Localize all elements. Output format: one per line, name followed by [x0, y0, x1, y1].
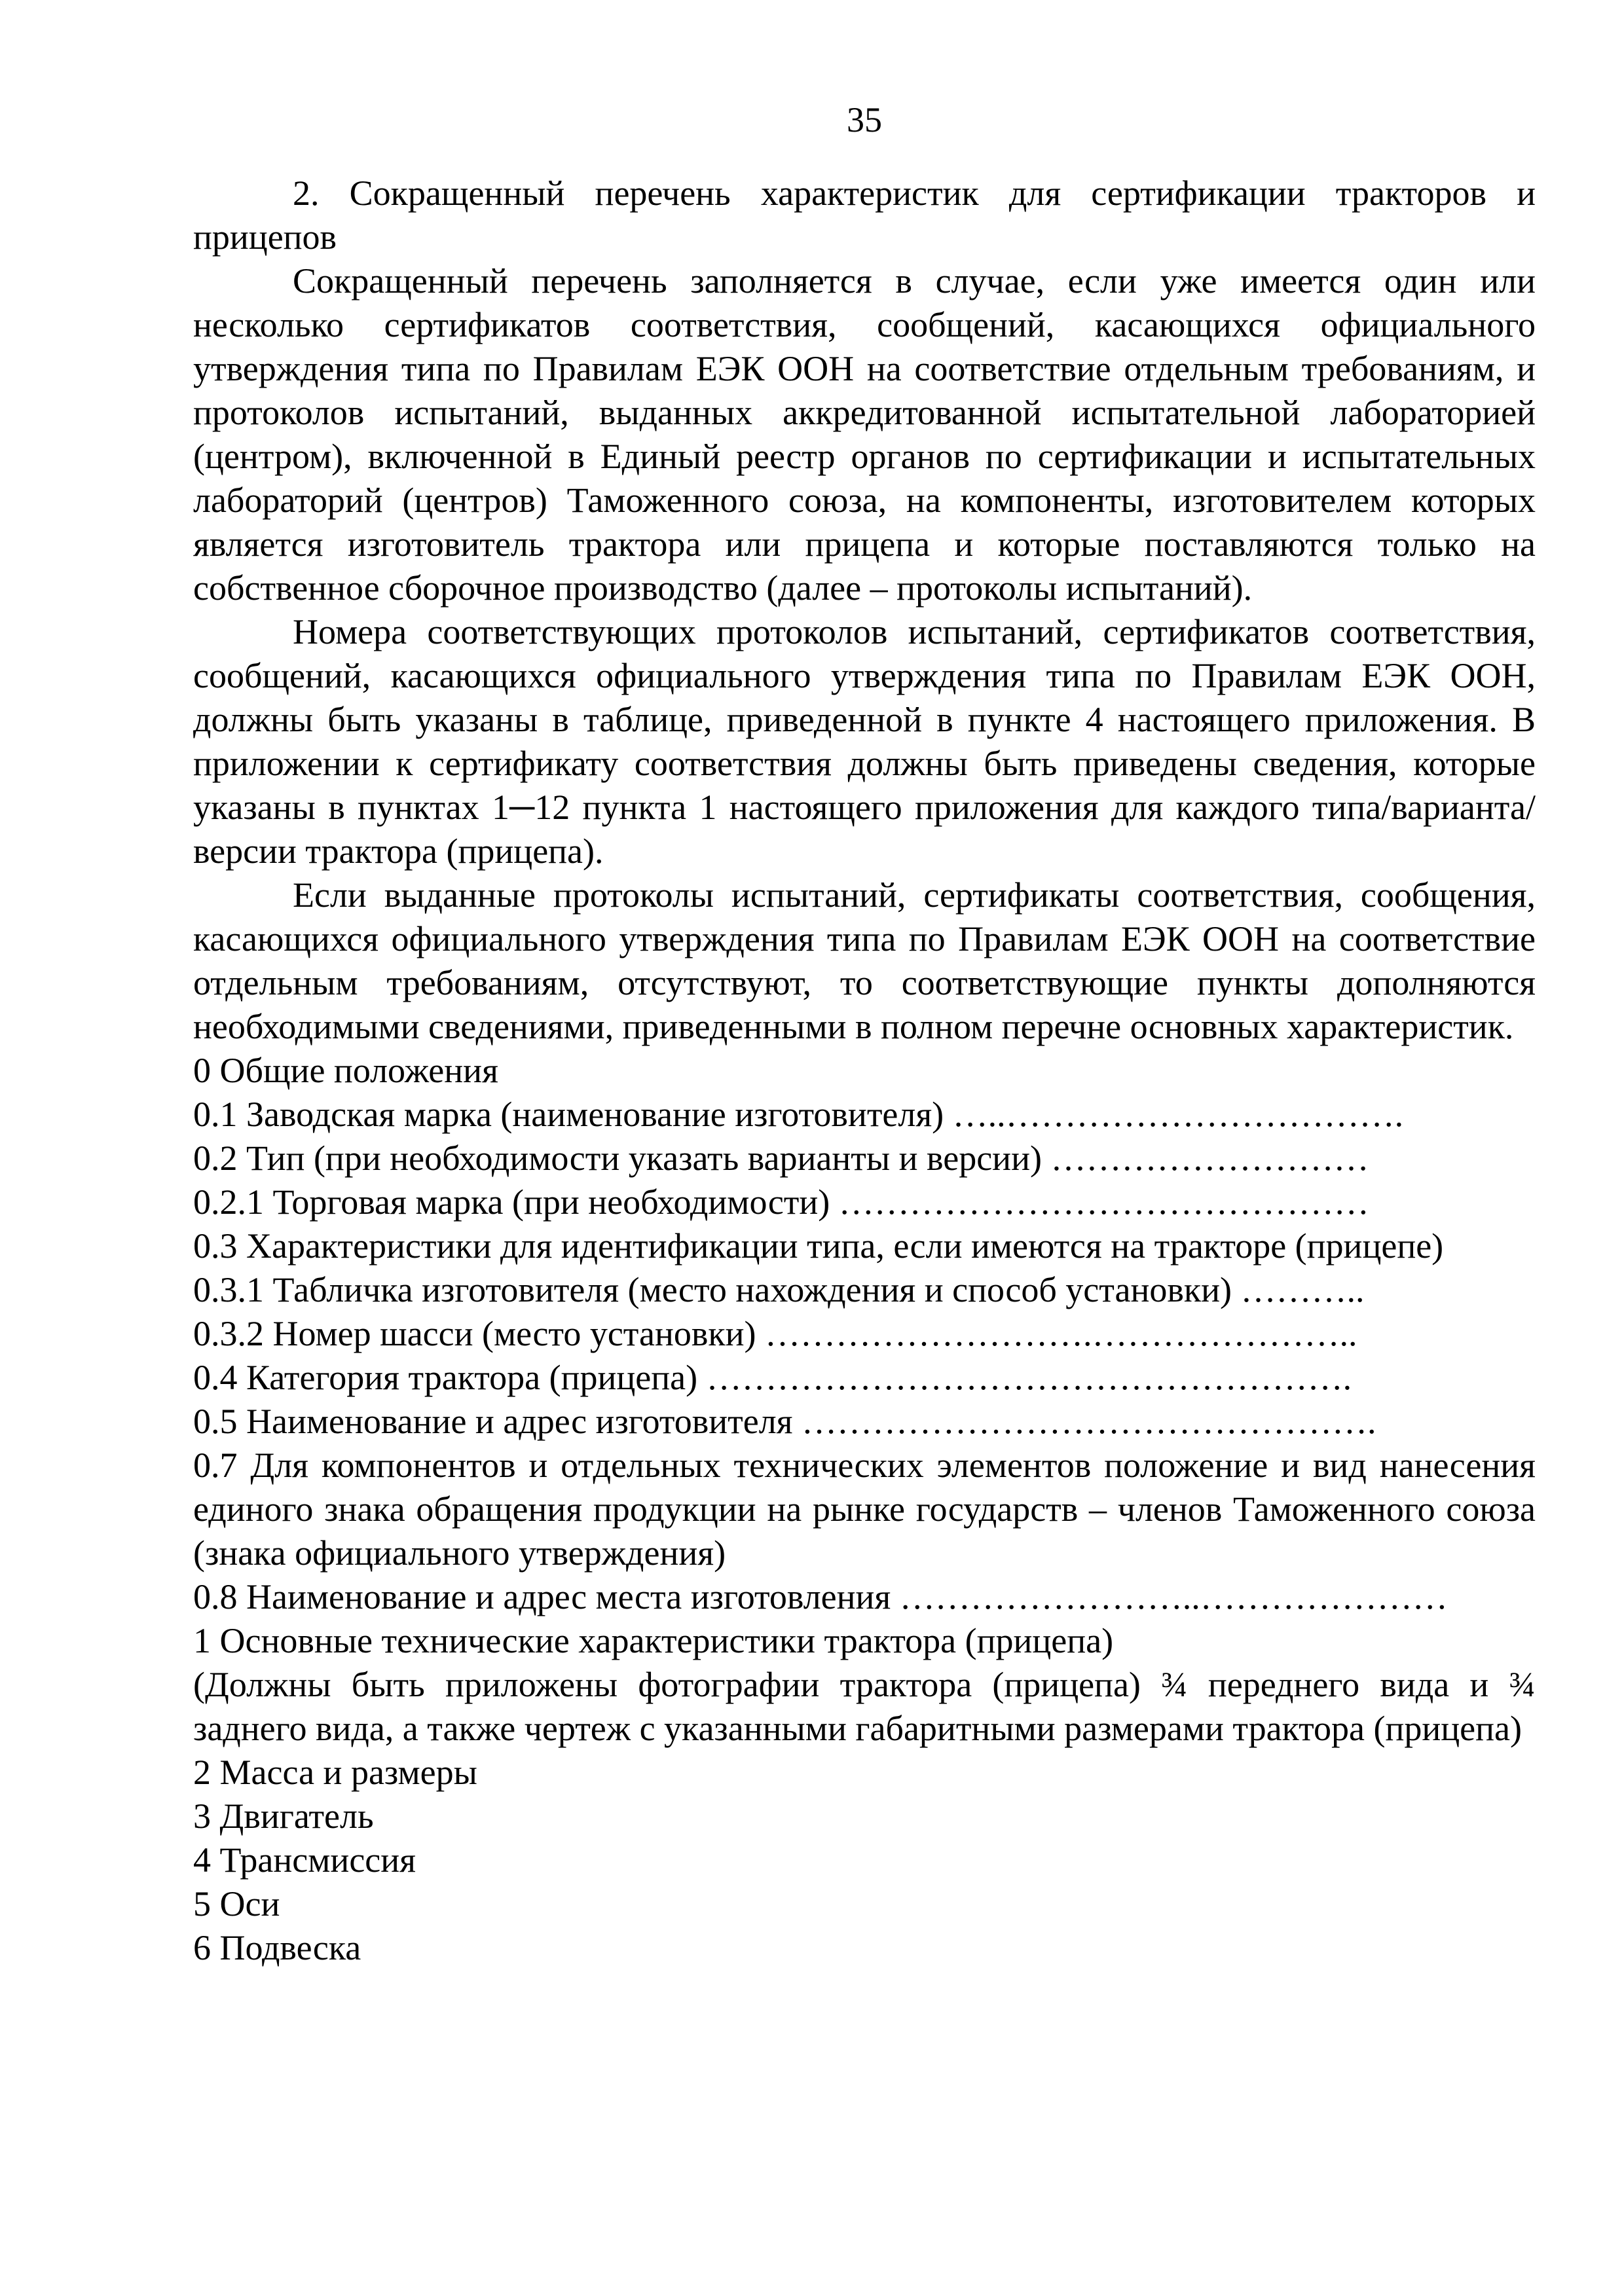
list-item: 6 Подвеска: [193, 1928, 361, 1967]
list-item: 5 Оси: [193, 1884, 280, 1923]
list-item: 0.8 Наименование и адрес места изготовления ……………………..…………………: [193, 1577, 1448, 1616]
list-item: 0.2.1 Торговая марка (при необходимости) ………………………………………: [193, 1182, 1369, 1222]
section-heading: 2. Сокращенный перечень характеристик для сертификации тракторов и прицепов: [193, 173, 1536, 257]
list-item: 0 Общие положения: [193, 1051, 498, 1090]
list-item: 0.5 Наименование и адрес изготовителя ………………………………………….: [193, 1402, 1376, 1441]
list-item: 0.4 Категория трактора (прицепа) ……………………………………………….: [193, 1358, 1352, 1397]
paragraph: Номера соответствующих протоколов испытаний, сертификатов соответствия, сообщений, касающихся официального утверждения типа по Правилам ЕЭК ООН, должны быть указаны в таблице, приведенной в пункте 4 настоящего приложения. В приложении к сертификату соответствия должны быть приведены сведения, которые указаны в пунктах 1─12 пункта 1 настоящего приложения для каждого типа/варианта/версии трактора (прицепа).: [193, 612, 1536, 871]
page-number: 35: [847, 100, 882, 139]
list-item: 3 Двигатель: [193, 1796, 374, 1836]
paragraph: Сокращенный перечень заполняется в случае, если уже имеется один или несколько сертификатов соответствия, сообщений, касающихся официального утверждения типа по Правилам ЕЭК ООН на соответствие отдельным требованиям, и протоколов испытаний, выданных аккредитованной испытательной лабораторией (центром), включенной в Единый реестр органов по сертификации и испытательных лабораторий (центров) Таможенного союза, на компоненты, изготовителем которых является изготовитель трактора или прицепа и которые поставляются только на собственное сборочное производство (далее – протоколы испытаний).: [193, 261, 1536, 608]
paragraph: Если выданные протоколы испытаний, сертификаты соответствия, сообщения, касающихся официального утверждения типа по Правилам ЕЭК ООН на соответствие отдельным требованиям, отсутствуют, то соответствующие пункты дополняются необходимыми сведениями, приведенными в полном перечне основных характеристик.: [193, 875, 1536, 1046]
list-item: 0.3 Характеристики для идентификации типа, если имеются на тракторе (прицепе): [193, 1226, 1444, 1266]
document-body: [193, 172, 1536, 1970]
list-item: 0.3.2 Номер шасси (место установки) ……………………….…………………..: [193, 1314, 1357, 1353]
list-item: 0.2 Тип (при необходимости указать варианты и версии) ………………………: [193, 1139, 1369, 1178]
list-item: 2 Масса и размеры: [193, 1753, 477, 1792]
list-item: 1 Основные технические характеристики трактора (прицепа): [193, 1621, 1114, 1660]
list-item: 0.1 Заводская марка (наименование изготовителя) …..…………………………….: [193, 1095, 1404, 1134]
list-item: (Должны быть приложены фотографии трактора (прицепа) ¾ переднего вида и ¾ заднего вида, а также чертеж с указанными габаритными размерами трактора (прицепа): [193, 1665, 1536, 1748]
list-item: 4 Трансмиссия: [193, 1840, 416, 1880]
list-item: 0.7 Для компонентов и отдельных технических элементов положение и вид нанесения единого знака обращения продукции на рынке государств – членов Таможенного союза (знака официального утверждения): [193, 1446, 1536, 1573]
list-item: 0.3.1 Табличка изготовителя (место нахождения и способ установки) ………..: [193, 1270, 1365, 1309]
